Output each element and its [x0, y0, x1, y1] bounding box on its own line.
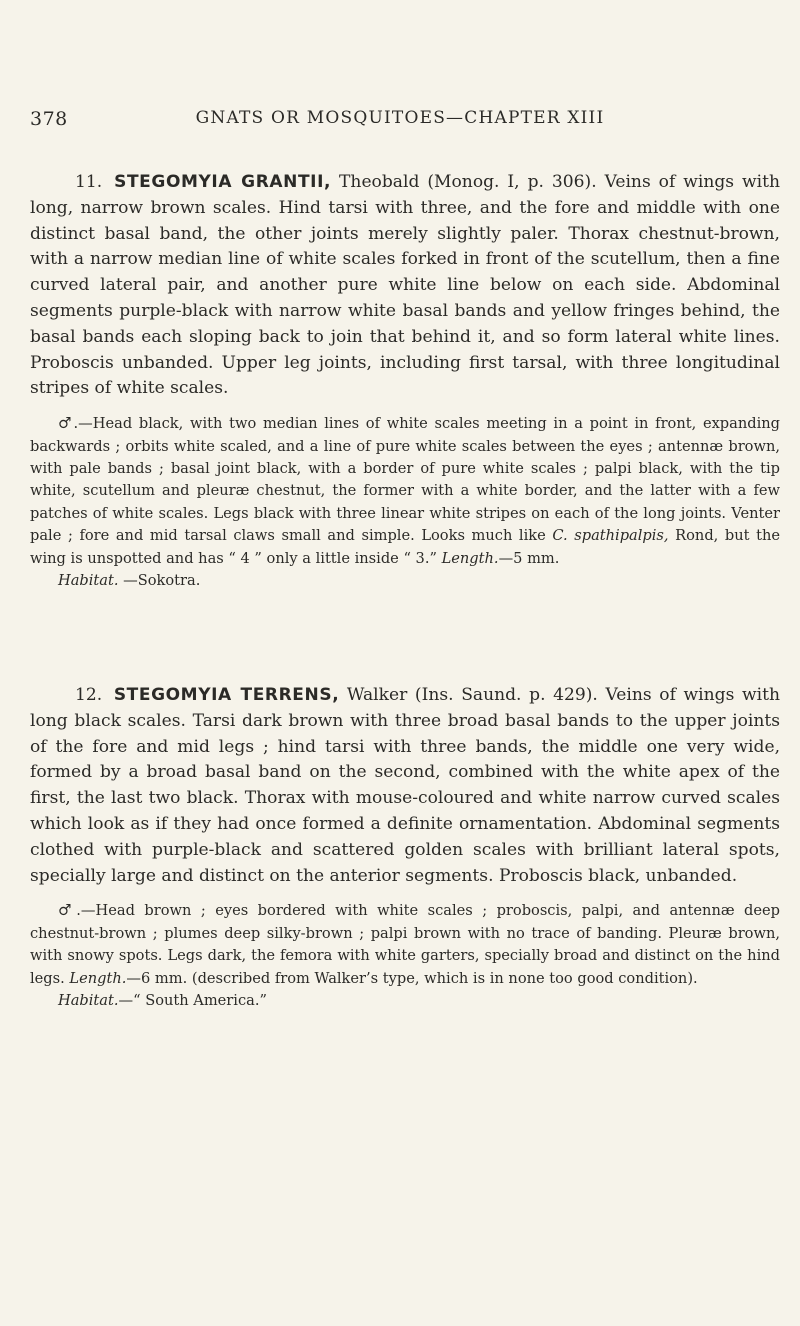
species-name: STEGOMYIA GRANTII,: [114, 172, 332, 192]
page-number: 378: [30, 108, 68, 130]
male-symbol: ♂: [58, 414, 74, 433]
habitat-value: —“ South America.”: [118, 992, 267, 1009]
male-symbol: ♂: [58, 901, 77, 920]
species-entry-12: [30, 683, 780, 1012]
habitat-line: [30, 990, 780, 1012]
male-text-continued: Rond, but the wing is unspotted and has “ 4 ” only a little inside “ 3.”: [30, 527, 781, 567]
species-description: [30, 683, 780, 889]
compare-species: C. spathipalpis,: [552, 527, 669, 545]
habitat-label: Habitat.: [58, 992, 119, 1009]
species-entry-11: [30, 170, 780, 592]
running-head: [30, 108, 770, 134]
length-label: Length.: [69, 969, 127, 987]
length-value: —5 mm.: [498, 549, 560, 567]
species-number: 12.: [75, 685, 103, 705]
habitat-value: —Sokotra.: [118, 572, 201, 590]
author-reference: Walker (Ins. Saund. p. 429).: [346, 685, 598, 705]
male-description: [30, 899, 780, 990]
habitat-line: [30, 570, 780, 592]
author-reference: Theobald (Monog. I, p. 306).: [339, 172, 597, 192]
diagnosis-block: [30, 683, 780, 889]
header-title: GNATS OR MOSQUITOES—CHAPTER XIII: [195, 108, 605, 128]
length-label: Length.: [441, 549, 499, 567]
diagnosis-block: [30, 170, 780, 402]
species-number: 11.: [75, 172, 103, 192]
length-value: —6 mm. (described from Walker’s type, which is in none too good condition).: [126, 969, 698, 987]
species-name: STEGOMYIA TERRENS,: [113, 685, 340, 705]
male-text: .—Head black, with two median lines of white scales meeting in a point in front, expanding backwards ; orbits white scaled, and a line of pure white scales between the eyes ; antennæ brown, with pale bands ; basal joint black, with a border of pure white scales ; palpi black, with the tip white, scutellum and pleuræ chestnut, the former with a white border, and the latter with a few patches of white scales. Legs black with three linear white stripes on each of the long joints. Venter pale ; fore and mid tarsal claws small and simple. Looks much like: [30, 415, 781, 545]
male-description: [30, 412, 780, 570]
diagnosis-text: Veins of wings with long black scales. Tarsi dark brown with three broad basal bands to the upper joints of the fore and mid legs ; hind tarsi with three bands, the middle one very wide, formed by a broad basal band on the second, combined with the white apex of the first, the last two black. Thorax with mouse-coloured and white narrow curved scales which look as if they had once formed a definite ornamentation. Abdominal segments clothed with purple-black and scattered golden scales with brilliant lateral spots, specially large and distinct on the anterior segments. Proboscis black, unbanded.: [30, 685, 780, 886]
male-text: .—Head brown ; eyes bordered with white scales ; proboscis, palpi, and antennæ deep chestnut-brown ; plumes deep silky-brown ; palpi brown with no trace of banding. Pleuræ brown, with snowy spots. Legs dark, the femora with white garters, specially broad and distinct on the hind legs.: [30, 902, 780, 987]
habitat-label: Habitat.: [58, 572, 119, 590]
diagnosis-text: Veins of wings with long, narrow brown scales. Hind tarsi with three, and the fore and middle with one distinct basal band, the other joints merely slightly paler. Thorax chestnut-brown, with a narrow median line of white scales forked in front of the scutellum, then a fine curved lateral pair, and another pure white line below on each side. Abdominal segments purple-black with narrow white basal bands and yellow fringes behind, the basal bands each sloping back to join that behind it, and so form lateral white lines. Proboscis unbanded. Upper leg joints, including first tarsal, with three longitudinal stripes of white scales.: [30, 172, 780, 399]
species-description: [30, 170, 780, 402]
